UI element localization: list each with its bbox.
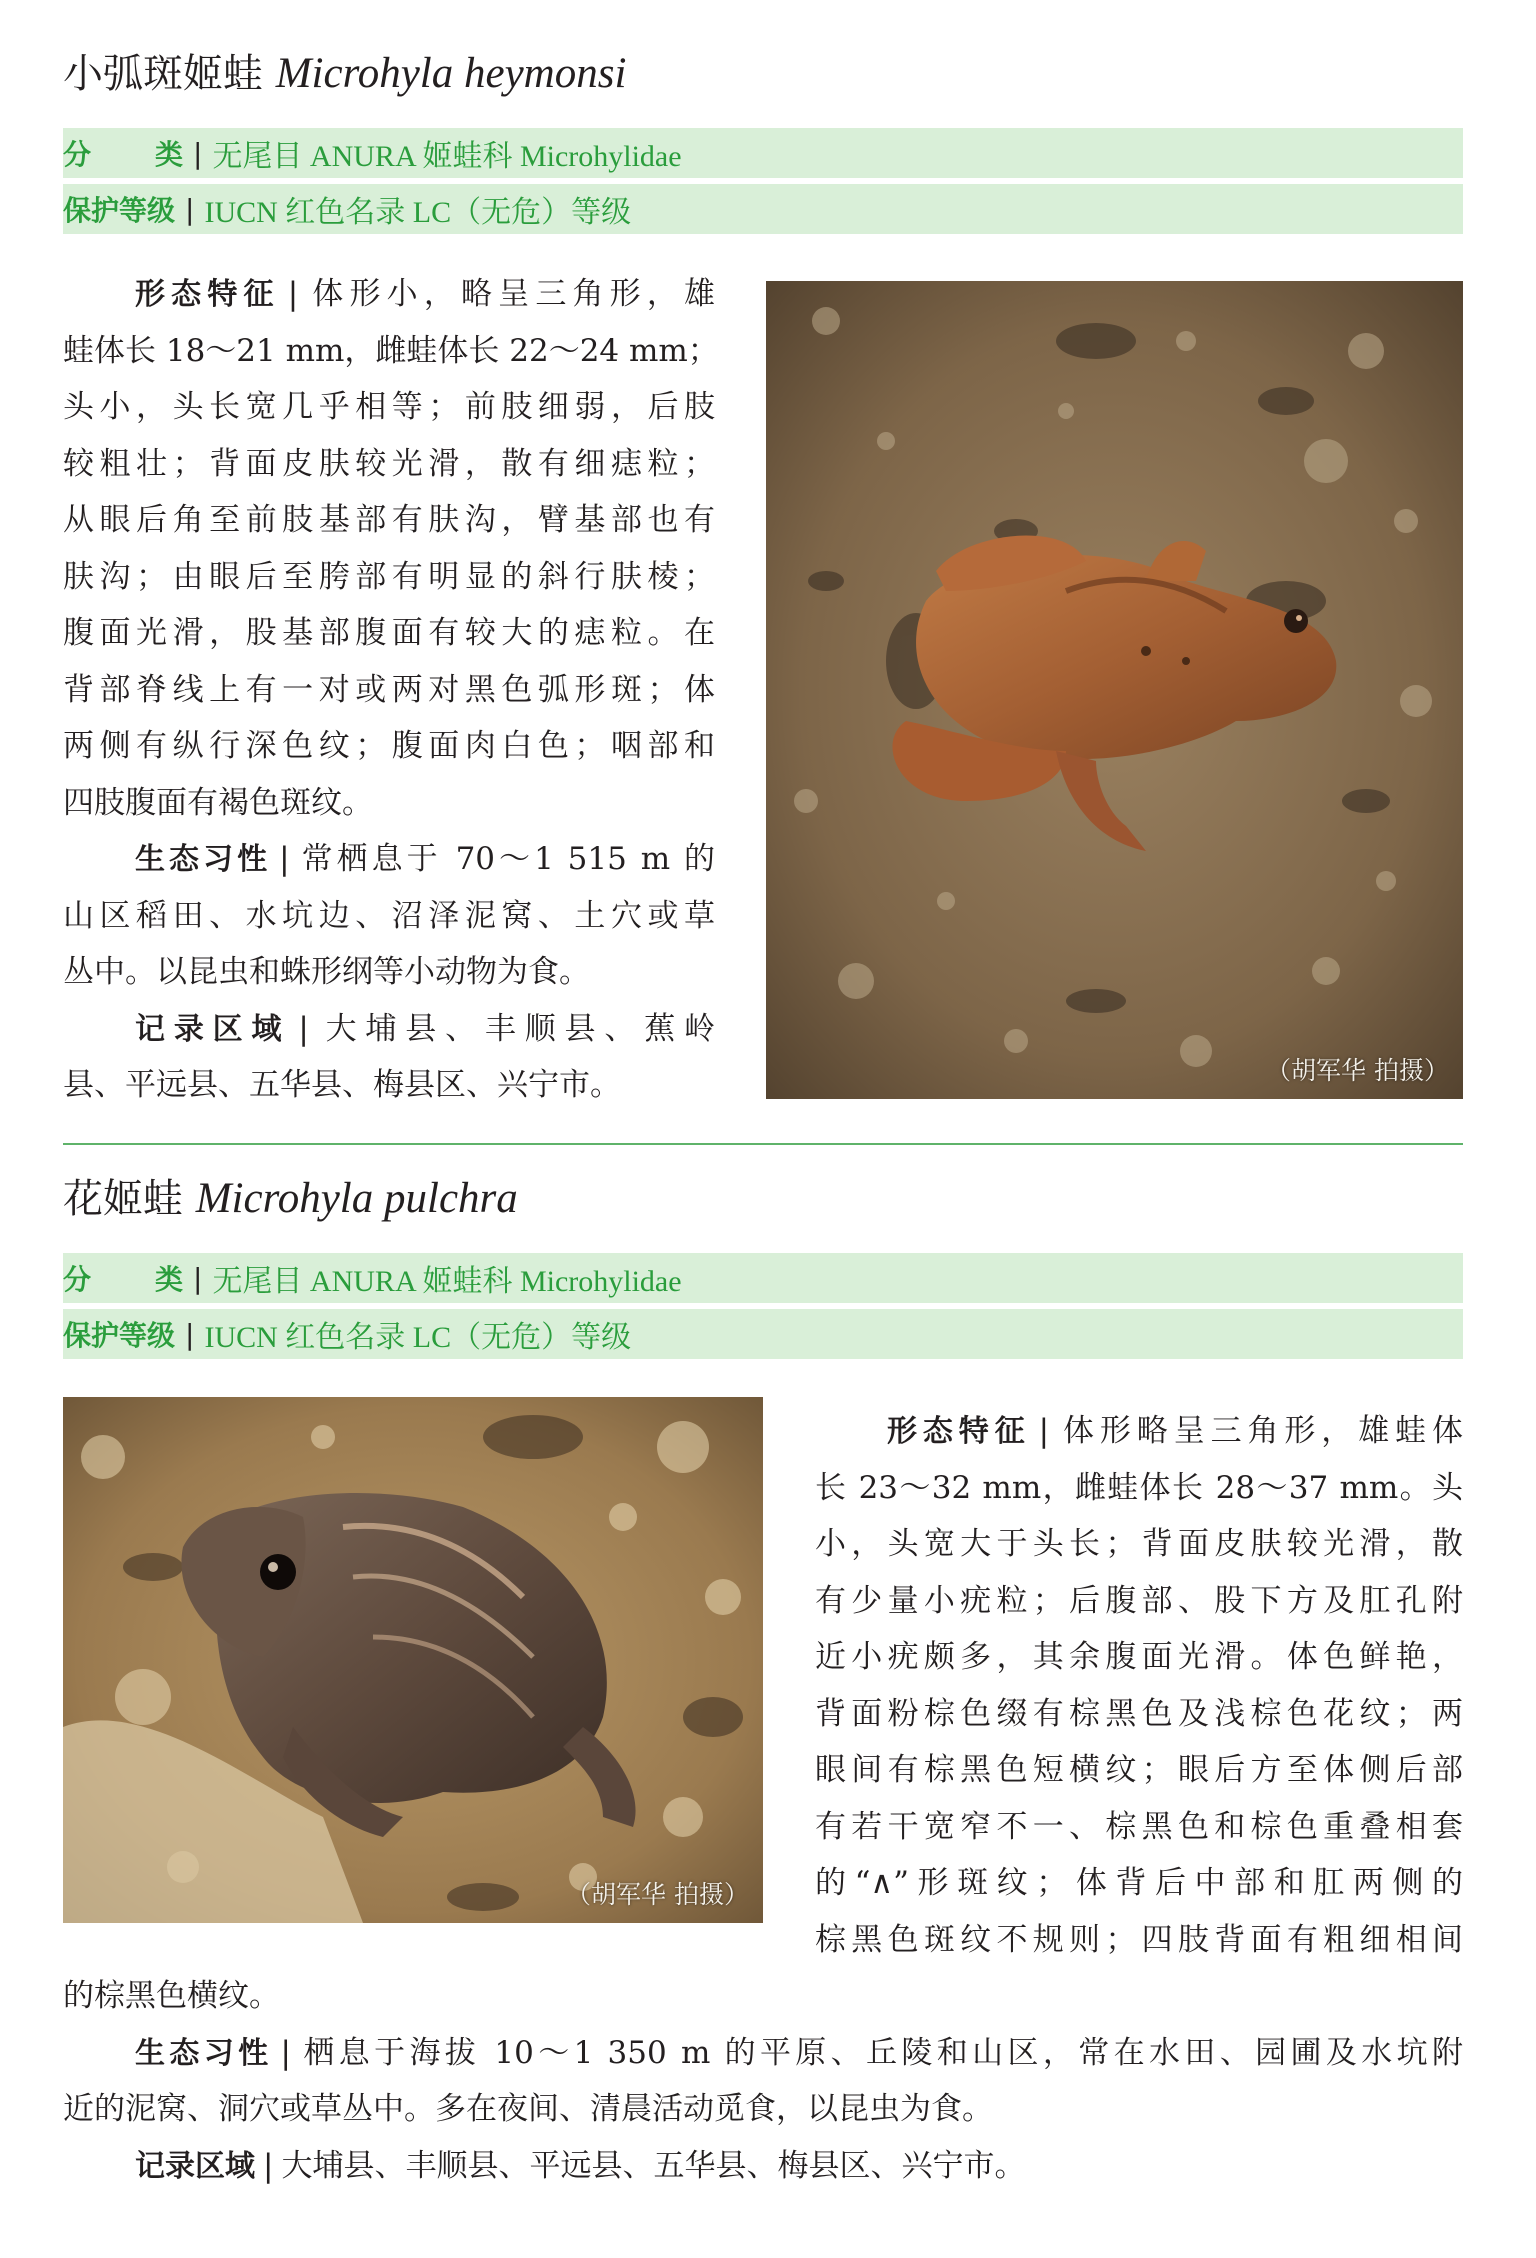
separator: | (185, 1317, 195, 1351)
range-heading: 记录区域 (135, 2148, 255, 2184)
morph-line: 较粗壮；背面皮肤较光滑，散有细痣粒； (63, 445, 715, 482)
species-name-latin: Microhyla heymonsi (275, 50, 627, 97)
eco-heading: 生态习性 (135, 842, 272, 877)
morph-line: 近小疣颇多，其余腹面光滑。体色鲜艳， (815, 1639, 1463, 1675)
morph-line: 的棕黑色横纹。 (63, 1978, 280, 2014)
species-name-cn: 小弧斑姬蛙 (63, 51, 263, 97)
morph-line: 两侧有纵行深色纹；腹面肉白色；咽部和 (63, 728, 715, 764)
photo-credit: （胡军华 拍摄） (566, 1880, 749, 1909)
frog-photo-2-image (63, 1397, 763, 1923)
range-heading: 记录区域 (135, 1011, 291, 1047)
morph-line: 背面粉棕色缀有棕黑色及浅棕色花纹；两 (815, 1695, 1463, 1732)
morph-heading: 形态特征 (135, 277, 280, 312)
morph-line: 的“∧”形斑纹；体背后中部和肛两侧的 (815, 1865, 1463, 1901)
morph-line: 小，头宽大于头长；背面皮肤较光滑，散 (815, 1526, 1463, 1562)
classification-value: 无尾目 ANURA 姬蛙科 Microhylidae (212, 1265, 682, 1298)
protection-row (63, 1309, 1463, 1359)
separator: | (193, 136, 203, 170)
species-section-1 (63, 48, 1463, 1108)
morph-line: 肤沟；由眼后至胯部有明显的斜行肤棱； (63, 558, 715, 595)
range-line: 记录区域 | 大埔县、丰顺县、平远县、五华县、梅县区、兴宁市。 (135, 2147, 1026, 2184)
eco-heading: 生态习性 (135, 2035, 273, 2071)
frog-photo-2 (63, 1397, 763, 1923)
eco-line: 丛中。以昆虫和蛛形纲等小动物为食。 (63, 954, 590, 990)
frog-photo-1 (766, 281, 1463, 1099)
classification-row (63, 128, 1463, 178)
species-title (63, 1173, 518, 1225)
photo-credit: （胡军华 拍摄） (1266, 1056, 1449, 1085)
protection-row (63, 184, 1463, 234)
species-name-cn: 花姬蛙 (63, 1176, 183, 1222)
separator: | (193, 1261, 203, 1295)
description-block-full (63, 1968, 1463, 2194)
eco-line: 生态习性 | 常栖息于 70～1 515 m 的 (135, 841, 715, 877)
species-title (63, 48, 626, 100)
protection-label: 保护等级 (63, 194, 176, 227)
species-name-latin: Microhyla pulchra (195, 1175, 518, 1222)
description-block (63, 266, 719, 1114)
frog-photo-1-image (766, 281, 1463, 1099)
eco-line: 近的泥窝、洞穴或草丛中。多在夜间、清晨活动觅食，以昆虫为食。 (63, 2091, 993, 2127)
morph-line: 形态特征 | 体形略呈三角形，雄蛙体 (887, 1413, 1464, 1449)
classification-label: 分类 (63, 1263, 183, 1296)
classification-label: 分类 (63, 138, 183, 171)
morph-heading: 形态特征 (887, 1414, 1031, 1449)
separator: | (185, 192, 195, 226)
morph-line: 有少量小疣粒；后腹部、股下方及肛孔附 (815, 1582, 1463, 1619)
range-line: 记录区域 | 大埔县、丰顺县、蕉岭 (135, 1010, 716, 1047)
protection-value: IUCN 红色名录 LC（无危）等级 (204, 196, 632, 229)
classification-value: 无尾目 ANURA 姬蛙科 Microhylidae (212, 140, 682, 173)
protection-label: 保护等级 (63, 1319, 176, 1352)
morph-line: 有若干宽窄不一、棕黑色和棕色重叠相套 (815, 1808, 1463, 1845)
morph-line: 头小，头长宽几乎相等；前肢细弱，后肢 (63, 389, 715, 425)
eco-line: 山区稻田、水坑边、沼泽泥窝、土穴或草 (63, 897, 715, 934)
morph-line: 形态特征 | 体形小，略呈三角形，雄 (135, 276, 716, 312)
section-divider (63, 1143, 1463, 1145)
morph-line: 蛙体长 18～21 mm，雌蛙体长 22～24 mm； (63, 332, 719, 369)
morph-line: 眼间有棕黑色短横纹；眼后方至体侧后部 (815, 1752, 1463, 1788)
protection-value: IUCN 红色名录 LC（无危）等级 (204, 1321, 632, 1354)
morph-line: 背部脊线上有一对或两对黑色弧形斑；体 (63, 671, 715, 708)
morph-line: 长 23～32 mm，雌蛙体长 28～37 mm。头 (815, 1469, 1463, 1506)
description-block (815, 1403, 1463, 1968)
eco-line: 生态习性 | 栖息于海拔 10～1 350 m 的平原、丘陵和山区，常在水田、园圃及水坑附 (135, 2034, 1464, 2071)
species-section-2 (63, 1173, 1464, 2184)
morph-line: 四肢腹面有褐色斑纹。 (63, 784, 373, 821)
range-line: 县、平远县、五华县、梅县区、兴宁市。 (63, 1067, 621, 1103)
morph-line: 从眼后角至前肢基部有肤沟，臂基部也有 (63, 502, 715, 538)
classification-row (63, 1253, 1463, 1303)
morph-line: 腹面光滑，股基部腹面有较大的痣粒。在 (63, 615, 715, 651)
morph-line: 棕黑色斑纹不规则；四肢背面有粗细相间 (815, 1921, 1463, 1958)
